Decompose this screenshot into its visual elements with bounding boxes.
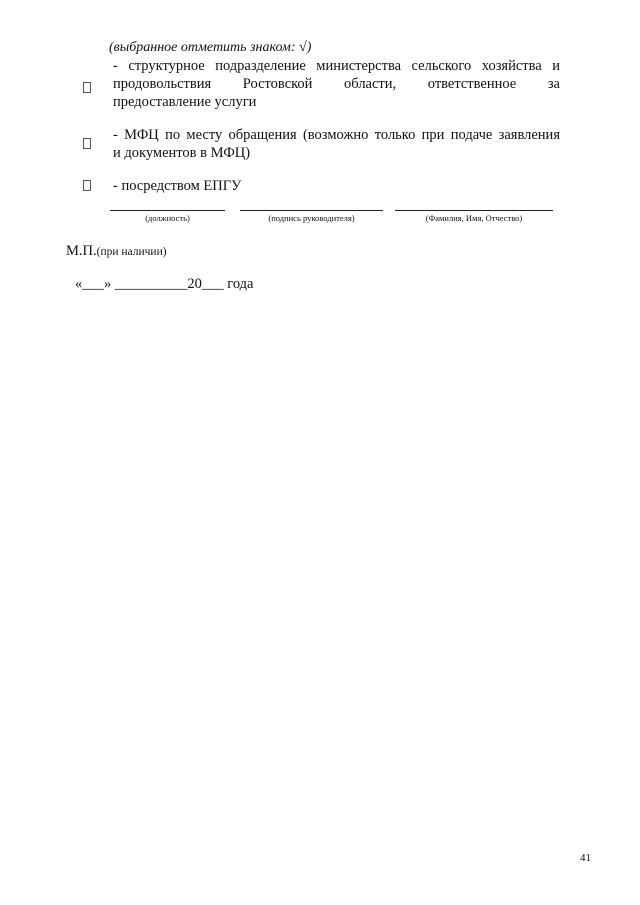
selection-instruction: (выбранное отметить знаком: √) — [109, 40, 312, 55]
option-mfc-line1: - МФЦ по месту обращения (возможно только при подаче заявления — [113, 127, 560, 143]
signature-line — [240, 210, 383, 211]
option-epgu-line1: - посредством ЕПГУ — [113, 178, 242, 194]
full-name-line — [395, 210, 553, 211]
option-department-line2: продовольствия Ростовской области, ответственное за — [113, 76, 560, 92]
option-department-line1: - структурное подразделение министерства сельского хозяйства и — [113, 58, 560, 74]
option-department-line3: предоставление услуги — [113, 94, 257, 110]
position-caption: (должность) — [145, 213, 190, 223]
stamp-place — [66, 243, 167, 260]
full-name-caption: (Фамилия, Имя, Отчество) — [425, 213, 523, 223]
checkbox-option-department[interactable] — [83, 82, 91, 93]
stamp-label: М.П. — [66, 243, 97, 259]
position-line — [110, 210, 225, 211]
option-mfc-line2: и документов в МФЦ) — [113, 145, 251, 161]
signature-caption: (подпись руководителя) — [268, 213, 355, 223]
page-number: 41 — [580, 852, 591, 864]
stamp-note: (при наличии) — [96, 246, 167, 258]
checkbox-option-epgu[interactable] — [83, 180, 91, 191]
checkbox-option-mfc[interactable] — [83, 138, 91, 149]
date-line: «___» __________20___ года — [75, 276, 254, 292]
